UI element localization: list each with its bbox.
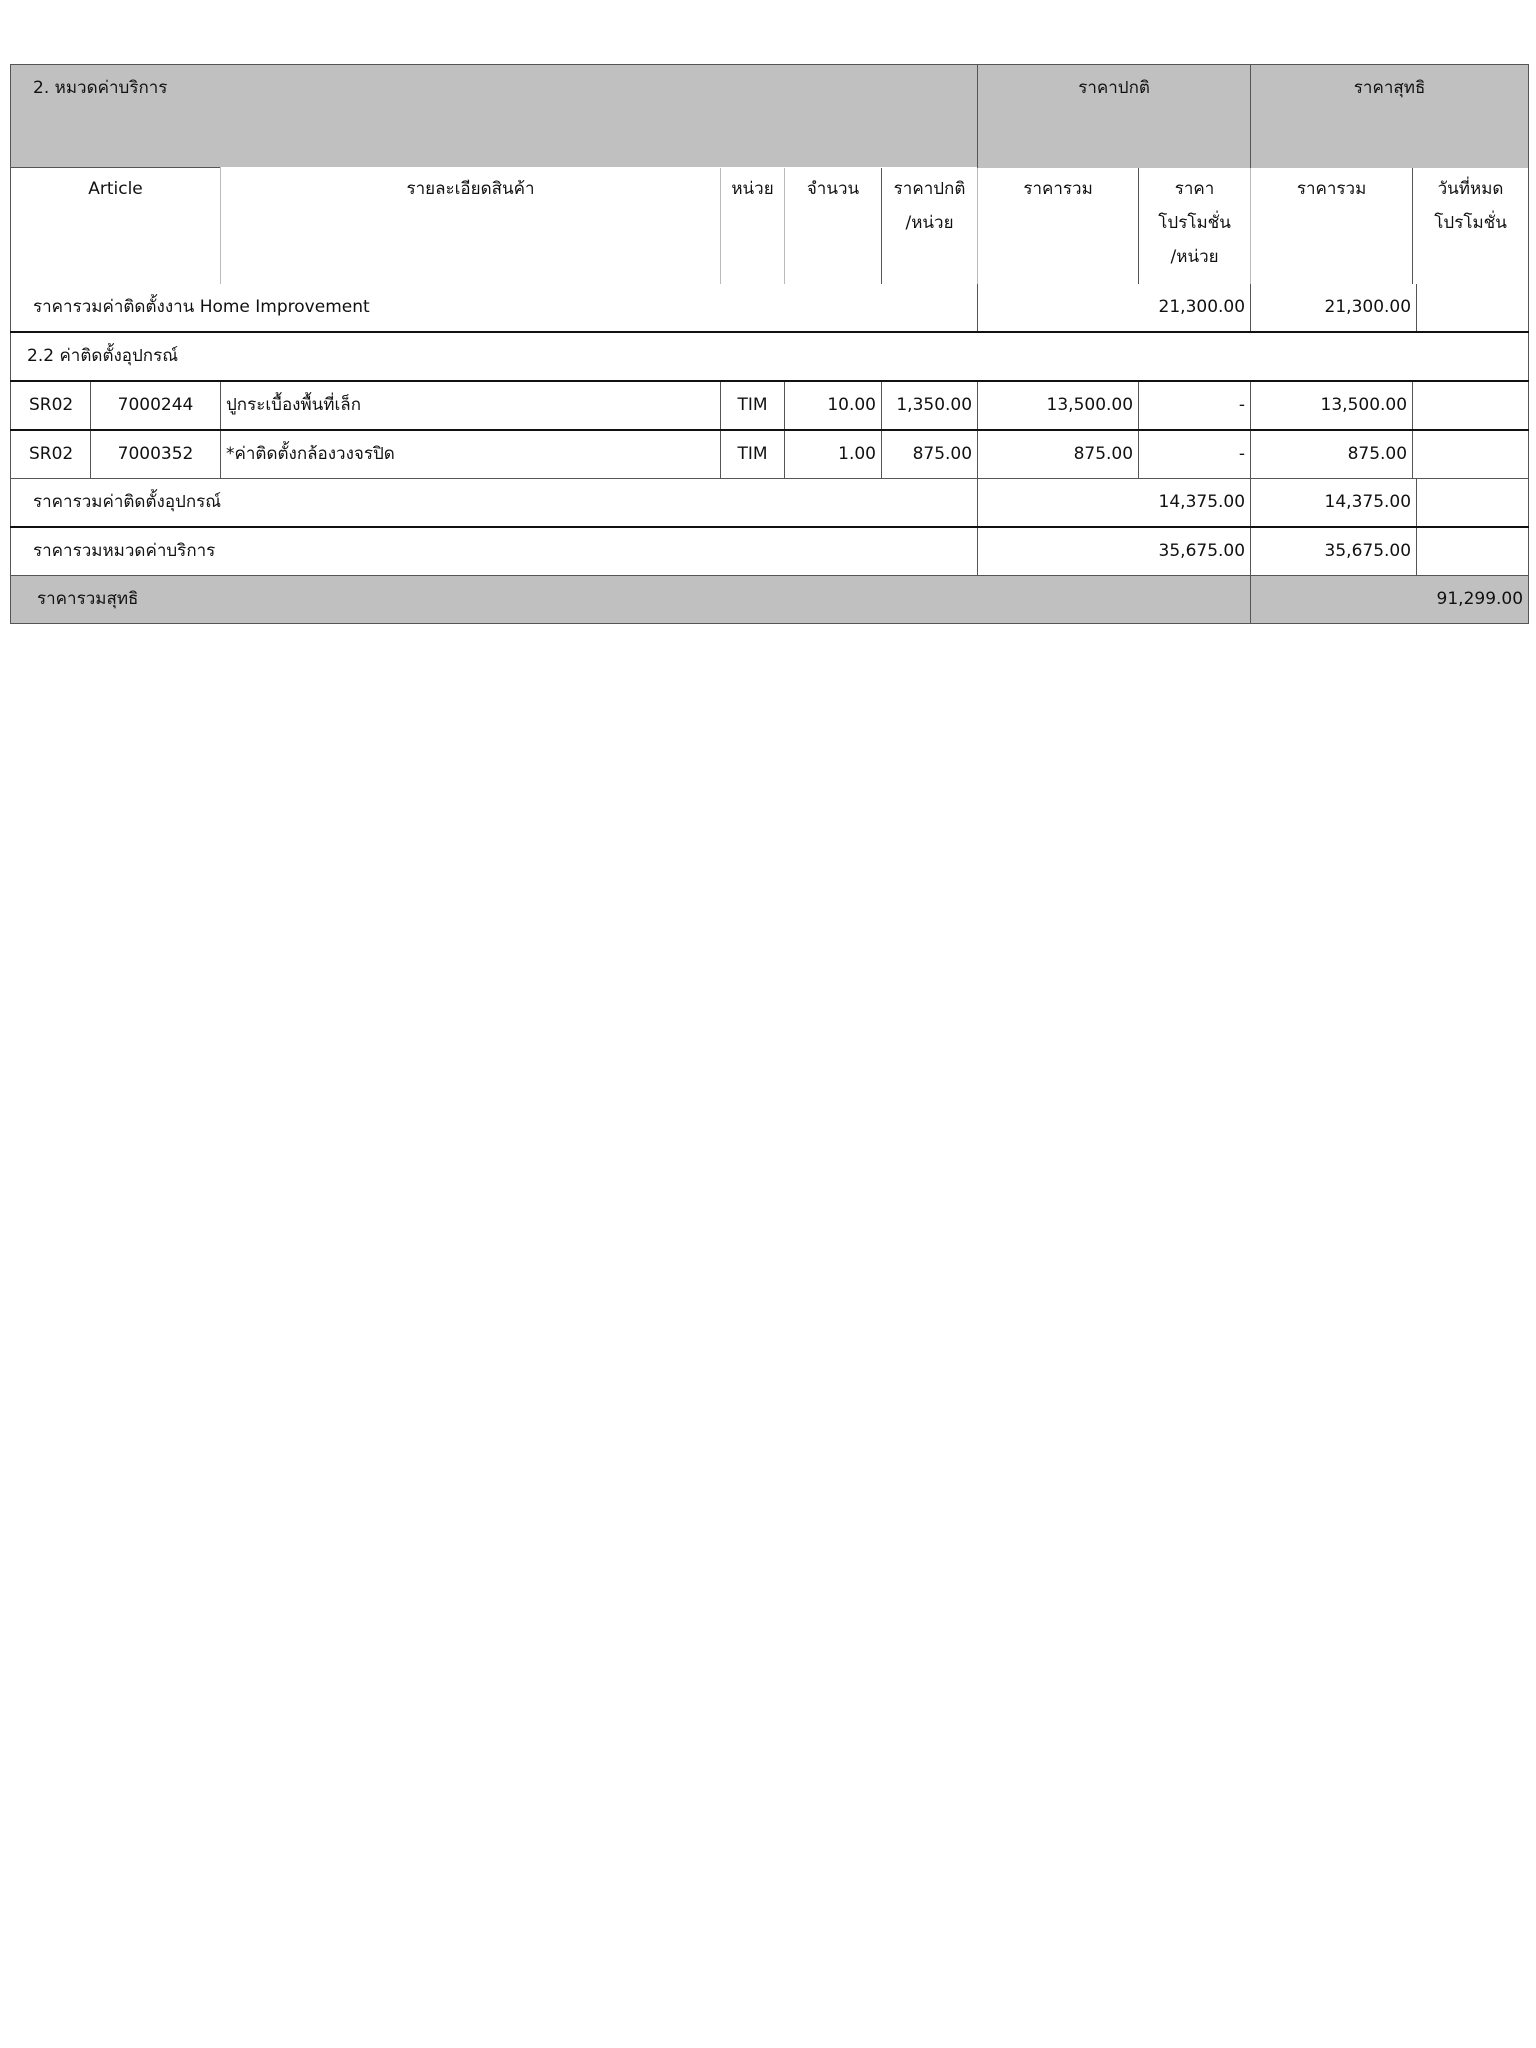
net-price-group-header: ราคาสุทธิ bbox=[1251, 65, 1529, 168]
subtotal-group-normal: 14,375.00 bbox=[978, 479, 1251, 528]
col-total: ราคารวม bbox=[1023, 178, 1093, 199]
table-row bbox=[11, 381, 1529, 430]
table-row bbox=[11, 430, 1529, 479]
item-promo-end bbox=[1413, 430, 1529, 479]
group-2-2-title: 2.2 ค่าติดตั้งอุปกรณ์ bbox=[11, 332, 1529, 381]
item-article: 7000352 bbox=[91, 430, 221, 479]
service-total-net: 35,675.00 bbox=[1324, 541, 1412, 561]
service-total-label: ราคารวมหมวดค่าบริการ bbox=[11, 527, 978, 576]
item-quantity: 1.00 bbox=[785, 430, 882, 479]
column-header-row bbox=[11, 168, 1529, 285]
subtotal-group-label: ราคารวมค่าติดตั้งอุปกรณ์ bbox=[11, 479, 978, 528]
item-description: ปูกระเบื้องพื้นที่เล็ก bbox=[221, 381, 721, 430]
subtotal-home-improvement-net-cell bbox=[1251, 284, 1529, 332]
item-promo-end bbox=[1413, 381, 1529, 430]
service-total-normal: 35,675.00 bbox=[978, 527, 1251, 576]
item-promo-price: - bbox=[1139, 381, 1251, 430]
subtotal-group-net-cell bbox=[1251, 479, 1529, 528]
subtotal-group-row bbox=[11, 479, 1529, 528]
group-title-row bbox=[11, 332, 1529, 381]
item-unit-price: 1,350.00 bbox=[882, 381, 978, 430]
item-code: SR02 bbox=[11, 430, 91, 479]
grand-total-row bbox=[11, 576, 1529, 624]
subtotal-group-net: 14,375.00 bbox=[1324, 492, 1412, 512]
service-total-row bbox=[11, 527, 1529, 576]
col-unit-price bbox=[882, 168, 978, 285]
service-total-net-cell bbox=[1251, 527, 1529, 576]
col-unit-price-line1: ราคาปกติ bbox=[893, 178, 966, 199]
item-total: 13,500.00 bbox=[978, 381, 1139, 430]
grand-total-label: ราคารวมสุทธิ bbox=[11, 576, 1251, 624]
subtotal-home-improvement-row bbox=[11, 284, 1529, 332]
quotation-table bbox=[10, 64, 1529, 624]
subtotal-home-improvement-normal: 21,300.00 bbox=[978, 284, 1251, 332]
subtotal-home-improvement-net: 21,300.00 bbox=[1324, 297, 1412, 317]
normal-price-group-header: ราคาปกติ bbox=[978, 65, 1251, 168]
col-promo-price-line2: โปรโมชั่น bbox=[1158, 212, 1231, 233]
col-promo-end-line1: วันที่หมด bbox=[1437, 178, 1504, 199]
item-description: *ค่าติดตั้งกล้องวงจรปิด bbox=[221, 430, 721, 479]
item-code: SR02 bbox=[11, 381, 91, 430]
item-unit: TIM bbox=[721, 381, 785, 430]
item-promo-price: - bbox=[1139, 430, 1251, 479]
section-title: 2. หมวดค่าบริการ bbox=[11, 65, 978, 168]
col-promo-end bbox=[1413, 168, 1529, 285]
item-quantity: 10.00 bbox=[785, 381, 882, 430]
col-promo-price bbox=[1139, 168, 1251, 285]
col-promo-price-line1: ราคา bbox=[1174, 178, 1215, 199]
item-net-total: 13,500.00 bbox=[1251, 381, 1413, 430]
item-unit: TIM bbox=[721, 430, 785, 479]
item-net-total: 875.00 bbox=[1251, 430, 1413, 479]
section-header-row bbox=[11, 65, 1529, 168]
col-unit: หน่วย bbox=[721, 168, 785, 285]
col-description: รายละเอียดสินค้า bbox=[221, 168, 721, 285]
col-quantity: จำนวน bbox=[806, 178, 860, 199]
item-total: 875.00 bbox=[978, 430, 1139, 479]
col-promo-end-line2: โปรโมชั่น bbox=[1434, 212, 1507, 233]
grand-total-value: 91,299.00 bbox=[1251, 576, 1529, 624]
subtotal-home-improvement-label: ราคารวมค่าติดตั้งงาน Home Improvement bbox=[11, 284, 978, 332]
col-unit-price-line2: /หน่วย bbox=[905, 212, 954, 233]
item-article: 7000244 bbox=[91, 381, 221, 430]
col-net-total: ราคารวม bbox=[1296, 178, 1367, 199]
item-unit-price: 875.00 bbox=[882, 430, 978, 479]
col-article: Article bbox=[11, 168, 221, 285]
col-promo-price-line3: /หน่วย bbox=[1170, 246, 1219, 267]
